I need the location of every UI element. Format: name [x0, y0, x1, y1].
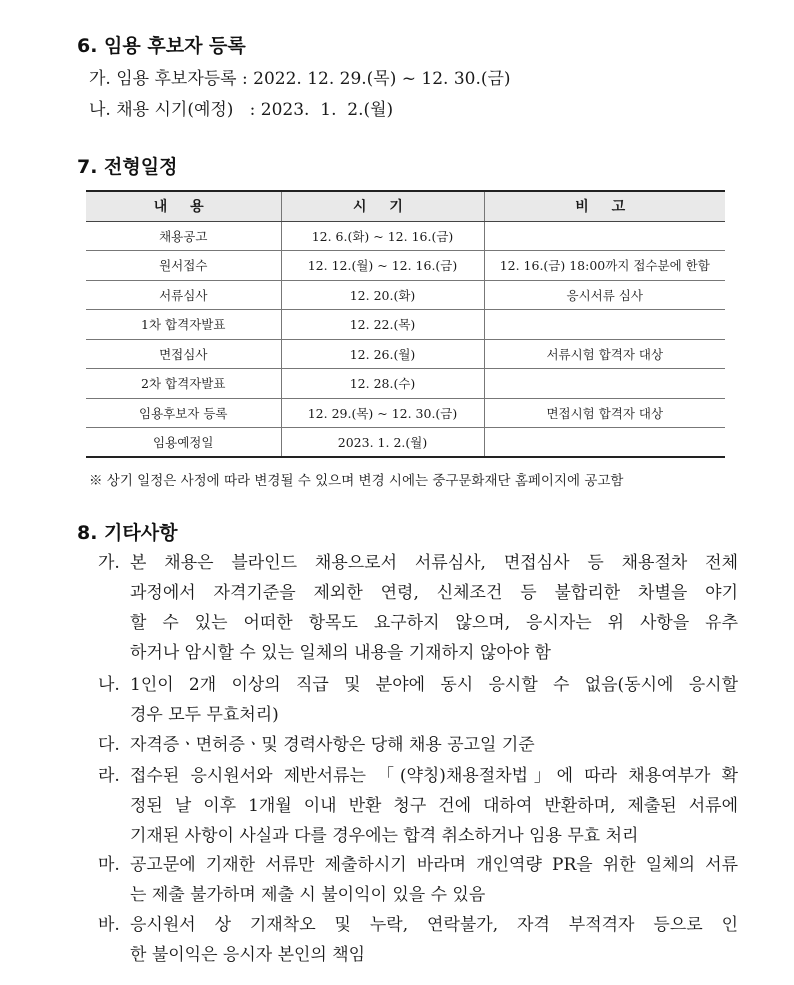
schedule-table	[86, 190, 725, 458]
item-marker: 바.	[98, 915, 120, 935]
item-line: 응시원서 상 기재착오 및 누락, 연락불가, 자격 부적격자 등으로 인	[130, 915, 738, 935]
list-item	[98, 670, 738, 730]
header-period: 시 기	[281, 191, 484, 221]
item-line: 접수된 응시원서와 제반서류는 「(약칭)채용절차법」에 따라 채용여부가 확	[130, 766, 738, 786]
item-marker: 마.	[98, 855, 120, 875]
list-item	[98, 910, 738, 970]
list-item	[98, 761, 738, 851]
table-row	[86, 428, 725, 458]
cell-period: 12. 28.(수)	[281, 369, 484, 399]
cell-content: 1차 합격자발표	[86, 310, 281, 340]
cell-remarks	[484, 221, 725, 251]
table-row	[86, 310, 725, 340]
item-marker: 라.	[98, 766, 120, 786]
cell-remarks	[484, 369, 725, 399]
table-header-row	[86, 191, 725, 221]
section-7-title: 7. 전형일정	[77, 156, 178, 178]
item-marker: 가.	[98, 553, 120, 573]
table-row	[86, 251, 725, 281]
registration-period: 가. 임용 후보자등록 : 2022. 12. 29.(목) ~ 12. 30.(금)	[89, 69, 511, 89]
table-row	[86, 339, 725, 369]
cell-period: 2023. 1. 2.(월)	[281, 428, 484, 458]
cell-content: 면접심사	[86, 339, 281, 369]
cell-content: 임용후보자 등록	[86, 398, 281, 428]
cell-period: 12. 22.(목)	[281, 310, 484, 340]
cell-period: 12. 6.(화) ~ 12. 16.(금)	[281, 221, 484, 251]
cell-period: 12. 20.(화)	[281, 280, 484, 310]
cell-remarks: 12. 16.(금) 18:00까지 접수분에 한함	[484, 251, 725, 281]
item-line: 공고문에 기재한 서류만 제출하시기 바라며 개인역량 PR을 위한 일체의 서류	[130, 855, 738, 875]
cell-remarks: 서류시험 합격자 대상	[484, 339, 725, 369]
header-remarks: 비 고	[484, 191, 725, 221]
item-line: 는 제출 불가하며 제출 시 불이익이 있을 수 있음	[130, 885, 486, 905]
table-row	[86, 369, 725, 399]
schedule-note: ※ 상기 일정은 사정에 따라 변경될 수 있으며 변경 시에는 중구문화재단 홈페이지에 공고함	[89, 473, 624, 489]
section-8-title: 8. 기타사항	[77, 522, 178, 544]
list-item	[98, 850, 738, 910]
cell-period: 12. 12.(월) ~ 12. 16.(금)	[281, 251, 484, 281]
item-line: 과정에서 자격기준을 제외한 연령, 신체조건 등 불합리한 차별을 야기	[130, 583, 738, 603]
item-line: 할 수 있는 어떠한 항목도 요구하지 않으며, 응시자는 위 사항을 유추	[130, 613, 738, 633]
cell-content: 2차 합격자발표	[86, 369, 281, 399]
cell-content: 임용예정일	[86, 428, 281, 458]
table-row	[86, 280, 725, 310]
cell-content: 원서접수	[86, 251, 281, 281]
header-content: 내 용	[86, 191, 281, 221]
cell-remarks: 응시서류 심사	[484, 280, 725, 310]
item-line: 하거나 암시할 수 있는 일체의 내용을 기재하지 않아야 함	[130, 643, 551, 663]
cell-period: 12. 29.(목) ~ 12. 30.(금)	[281, 398, 484, 428]
cell-content: 채용공고	[86, 221, 281, 251]
table-row	[86, 398, 725, 428]
table-row	[86, 221, 725, 251]
hiring-date: 나. 채용 시기(예정) : 2023. 1. 2.(월)	[89, 100, 394, 120]
list-item	[98, 548, 738, 668]
item-line: 경우 모두 무효처리)	[130, 705, 279, 725]
cell-remarks	[484, 428, 725, 458]
item-line: 1인이 2개 이상의 직급 및 분야에 동시 응시할 수 없음(동시에 응시할	[130, 675, 738, 695]
list-item	[98, 730, 738, 760]
cell-period: 12. 26.(월)	[281, 339, 484, 369]
cell-remarks	[484, 310, 725, 340]
section-6-title: 6. 임용 후보자 등록	[77, 35, 246, 57]
item-line: 자격증ㆍ면허증ㆍ및 경력사항은 당해 채용 공고일 기준	[130, 735, 535, 755]
item-marker: 다.	[98, 735, 120, 755]
item-line: 본 채용은 블라인드 채용으로서 서류심사, 면접심사 등 채용절차 전체	[130, 553, 738, 573]
item-line: 정된 날 이후 1개월 이내 반환 청구 건에 대하여 반환하며, 제출된 서류에	[130, 796, 738, 816]
item-marker: 나.	[98, 675, 120, 695]
item-line: 기재된 사항이 사실과 다를 경우에는 합격 취소하거나 임용 무효 처리	[130, 826, 639, 846]
cell-remarks: 면접시험 합격자 대상	[484, 398, 725, 428]
cell-content: 서류심사	[86, 280, 281, 310]
item-line: 한 불이익은 응시자 본인의 책임	[130, 945, 366, 965]
